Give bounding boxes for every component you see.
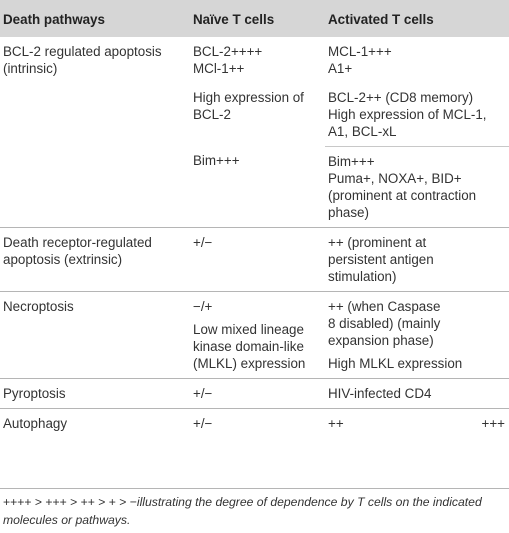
naive-value: Bim+++	[193, 153, 240, 168]
activated-value: ++ (when Caspase	[328, 299, 441, 314]
activated-value-right: +++	[481, 416, 505, 431]
activated-value: stimulation)	[328, 269, 397, 284]
activated-value: BCL-2++ (CD8 memory)	[328, 90, 474, 105]
table-row	[0, 379, 509, 409]
activated-cell	[325, 228, 509, 292]
table-bottom-rule	[0, 488, 509, 489]
naive-cell	[190, 89, 325, 140]
naive-value: +/−	[193, 235, 213, 250]
activated-value: MCL-1+++	[328, 44, 392, 59]
naive-value: (MLKL) expression	[193, 356, 306, 371]
naive-value: Low mixed lineage	[193, 322, 304, 337]
naive-value: MCl-1++	[193, 61, 245, 76]
activated-value: A1, BCL-xL	[328, 124, 397, 139]
pathway-name: Necroptosis	[3, 299, 74, 314]
activated-value: ++ (prominent at	[328, 235, 427, 250]
naive-value: +/−	[193, 416, 213, 431]
activated-cell	[325, 409, 509, 439]
pathway-name: Death receptor-regulated	[3, 235, 152, 250]
group-row	[190, 37, 509, 83]
table-row	[0, 37, 509, 228]
group-row	[190, 146, 509, 227]
pathway-name: BCL-2 regulated apoptosis	[3, 44, 162, 59]
pathway-name: Autophagy	[3, 416, 68, 431]
pathway-name: Pyroptosis	[3, 386, 66, 401]
naive-cell	[190, 379, 325, 409]
group-cells	[190, 37, 509, 228]
activated-value: HIV-infected CD4	[328, 386, 432, 401]
table-row	[0, 228, 509, 292]
activated-cell	[325, 292, 509, 379]
naive-value: −/+	[193, 299, 213, 314]
header-naive-t-cells: Naïve T cells	[193, 11, 275, 27]
naive-cell	[190, 292, 325, 379]
activated-value: Puma+, NOXA+, BID+	[328, 171, 462, 186]
activated-value: expansion phase)	[328, 333, 434, 348]
naive-value: High expression of	[193, 90, 304, 105]
table-header-row	[0, 0, 509, 37]
footnote-symbols: ++++ > +++ > ++ > + > −	[3, 495, 137, 509]
activated-value: High MLKL expression	[328, 356, 463, 371]
footnote-text: illustrating the degree of dependence by T cells on the indicated molecules or pathways.	[3, 495, 482, 527]
pathway-cell	[0, 37, 190, 228]
activated-value: ++	[328, 416, 344, 431]
activated-value: 8 disabled) (mainly	[328, 316, 441, 331]
activated-cell	[325, 379, 509, 409]
naive-cell	[190, 409, 325, 439]
activated-value: phase)	[328, 205, 369, 220]
naive-cell	[190, 228, 325, 292]
naive-value: +/−	[193, 386, 213, 401]
table-row	[0, 409, 509, 439]
activated-cell	[325, 146, 509, 221]
group-row	[190, 83, 509, 146]
naive-cell	[190, 43, 325, 77]
pathway-cell	[0, 292, 190, 379]
naive-cell	[190, 152, 325, 221]
pathway-cell	[0, 228, 190, 292]
activated-value: A1+	[328, 61, 353, 76]
table-footnote	[3, 493, 503, 529]
table-row	[0, 292, 509, 379]
pathway-cell	[0, 379, 190, 409]
pathway-cell	[0, 409, 190, 439]
pathway-name: (intrinsic)	[3, 61, 58, 76]
activated-value: Bim+++	[328, 154, 375, 169]
activated-value: High expression of MCL-1,	[328, 107, 487, 122]
activated-value: persistent antigen	[328, 252, 434, 267]
activated-cell	[325, 43, 509, 77]
header-activated-t-cells: Activated T cells	[328, 11, 434, 27]
activated-cell	[325, 89, 509, 140]
activated-value: (prominent at contraction	[328, 188, 477, 203]
naive-value: BCL-2++++	[193, 44, 263, 59]
naive-value: kinase domain-like	[193, 339, 304, 354]
pathway-name: apoptosis (extrinsic)	[3, 252, 123, 267]
naive-value: BCL-2	[193, 107, 231, 122]
header-death-pathways: Death pathways	[3, 11, 105, 27]
